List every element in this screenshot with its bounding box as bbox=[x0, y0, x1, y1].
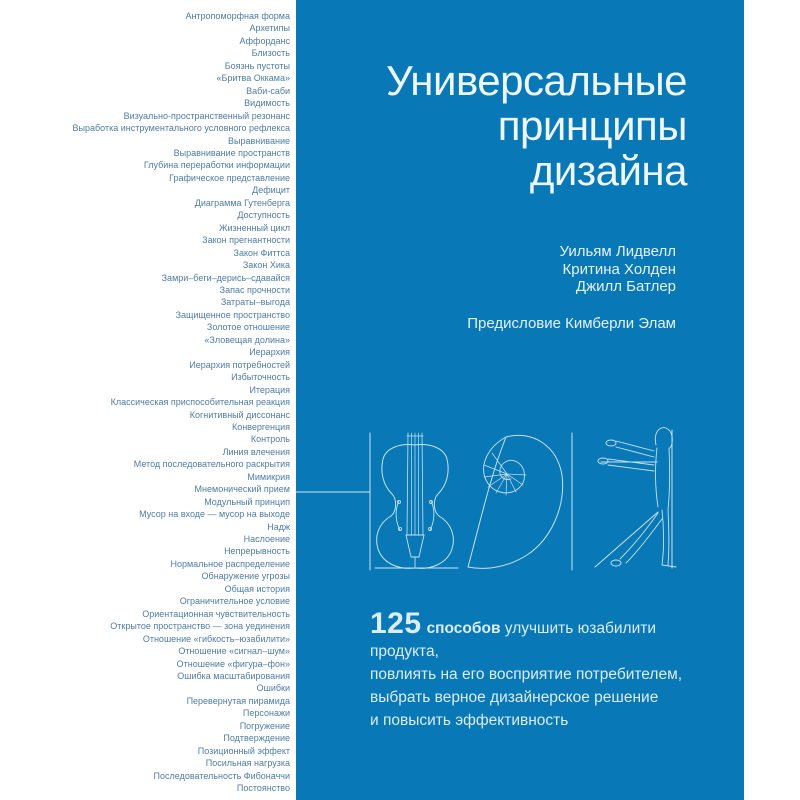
preface-credit: Предисловие Кимберли Элам bbox=[467, 315, 676, 332]
list-item: Метод последовательного раскрытия bbox=[133, 459, 290, 470]
violin-illustration bbox=[377, 433, 454, 568]
list-item: Диаграмма Гутенберга bbox=[194, 197, 290, 208]
list-item: Запас прочности bbox=[219, 284, 290, 295]
list-item: Конвергенция bbox=[231, 421, 290, 432]
title-line: Универсальные bbox=[386, 57, 687, 104]
list-item: Иерархия bbox=[249, 347, 290, 358]
list-item: Избыточность bbox=[231, 372, 290, 383]
list-item: Последовательность Фибоначчи bbox=[153, 770, 290, 781]
list-item: Графическое представление bbox=[169, 172, 290, 183]
list-item: Контроль bbox=[250, 434, 290, 445]
principles-list bbox=[0, 10, 290, 795]
list-item: Закон Хика bbox=[242, 260, 290, 271]
author-name: Джилл Батлер bbox=[575, 278, 676, 295]
list-item: Непрерывность bbox=[224, 546, 290, 557]
list-item: Аффорданс bbox=[239, 35, 290, 46]
list-item: Близость bbox=[251, 48, 290, 59]
list-item: Погружение bbox=[239, 720, 290, 731]
list-item: Ошибка масштабирования bbox=[177, 671, 290, 682]
authors-block bbox=[559, 243, 676, 296]
list-item: Закон Фиттса bbox=[233, 247, 290, 258]
list-item: Постоянство bbox=[236, 783, 290, 794]
blue-panel bbox=[296, 0, 744, 800]
tagline-bold-word: способов bbox=[426, 620, 501, 637]
list-item: Посильная нагрузка bbox=[205, 758, 290, 769]
tagline-line-1 bbox=[370, 607, 715, 663]
list-item: Ваби-саби bbox=[246, 85, 290, 96]
list-item: Антропоморфная форма bbox=[185, 11, 290, 21]
list-item: Итерация bbox=[249, 384, 290, 395]
list-item: Классическая приспособительная реакция bbox=[110, 397, 290, 408]
list-item: Мусор на входе — мусор на выходе bbox=[139, 509, 290, 520]
illustrations-svg bbox=[296, 415, 744, 577]
list-item: Иерархия потребностей bbox=[189, 359, 290, 370]
list-item: Визуально-пространственный резонанс bbox=[123, 110, 290, 121]
nautilus-shell-illustration bbox=[468, 435, 563, 568]
layout-lines bbox=[296, 433, 572, 570]
list-item: Золотое отношение bbox=[206, 322, 290, 333]
list-item: Мимикрия bbox=[247, 471, 290, 482]
list-item: Выравнивание пространств bbox=[173, 147, 290, 158]
list-item: Подтверждение bbox=[223, 733, 290, 744]
list-item: Отношение «гибкость–юзабилити» bbox=[142, 633, 290, 644]
title-line: дизайна bbox=[529, 147, 687, 194]
author-name: Уильям Лидвелл bbox=[559, 243, 676, 260]
list-item: Отношение «фигура–фон» bbox=[176, 658, 290, 669]
book-title bbox=[386, 58, 687, 193]
list-item: Жизненный цикл bbox=[219, 222, 290, 233]
tagline-line-2: повлиять на его восприятие потребителем, bbox=[370, 666, 683, 683]
list-item: Боязнь пустоты bbox=[224, 60, 290, 71]
tagline bbox=[370, 607, 715, 732]
list-item: Мнемонический прием bbox=[194, 484, 290, 495]
list-item: Надж bbox=[267, 521, 290, 532]
list-item: Перевернутая пирамида bbox=[186, 695, 290, 706]
list-item: Общая история bbox=[224, 583, 290, 594]
list-item: Архетипы bbox=[249, 23, 290, 34]
tagline-text: улучшить юзабилити продукта, bbox=[370, 620, 656, 660]
list-item: Открытое пространство — зона уединения bbox=[110, 621, 290, 632]
list-item: «Зловещая долина» bbox=[204, 334, 290, 345]
list-item: Позиционный эффект bbox=[197, 745, 290, 756]
list-item: Доступность bbox=[237, 210, 290, 221]
author-name: Критина Холден bbox=[562, 260, 676, 278]
list-item: Выравнивание bbox=[228, 135, 290, 146]
list-item: Глубина переработки информации bbox=[143, 160, 290, 171]
list-item: Модульный принцип bbox=[204, 496, 290, 507]
tagline-line-3: выбрать верное дизайнерское решение bbox=[370, 689, 659, 706]
list-item: Когнитивный диссонанс bbox=[189, 409, 290, 420]
list-item: Замри–беги–дерись–сдавайся bbox=[161, 272, 290, 283]
list-item: Ограничительное условие bbox=[179, 596, 290, 607]
list-item: Персонажи bbox=[242, 708, 290, 719]
list-item: Ошибки bbox=[256, 683, 290, 694]
vitruvian-man-illustration bbox=[595, 428, 676, 568]
list-item: Видимость bbox=[244, 98, 290, 109]
list-item: Наслоение bbox=[243, 534, 290, 545]
list-item: Дефицит bbox=[252, 185, 290, 196]
tagline-number: 125 bbox=[370, 607, 422, 640]
list-item: Обнаружение угрозы bbox=[201, 571, 290, 582]
list-item: Закон прегнантности bbox=[202, 235, 290, 246]
list-item: Ориентационная чувствительность bbox=[142, 608, 290, 619]
list-item: Затраты–выгода bbox=[220, 297, 290, 308]
tagline-line-4: и повысить эффективность bbox=[370, 712, 569, 729]
list-item: Защищенное пространство bbox=[175, 309, 290, 320]
list-item: Выработка инструментального условного рефлекса bbox=[72, 123, 290, 134]
list-item: Линия влечения bbox=[222, 446, 290, 457]
list-item: Отношение «сигнал–шум» bbox=[178, 646, 290, 657]
list-item: Нормальное распределение bbox=[170, 558, 290, 569]
list-item: «Бритва Оккама» bbox=[216, 73, 290, 84]
title-line: принципы bbox=[497, 102, 687, 149]
